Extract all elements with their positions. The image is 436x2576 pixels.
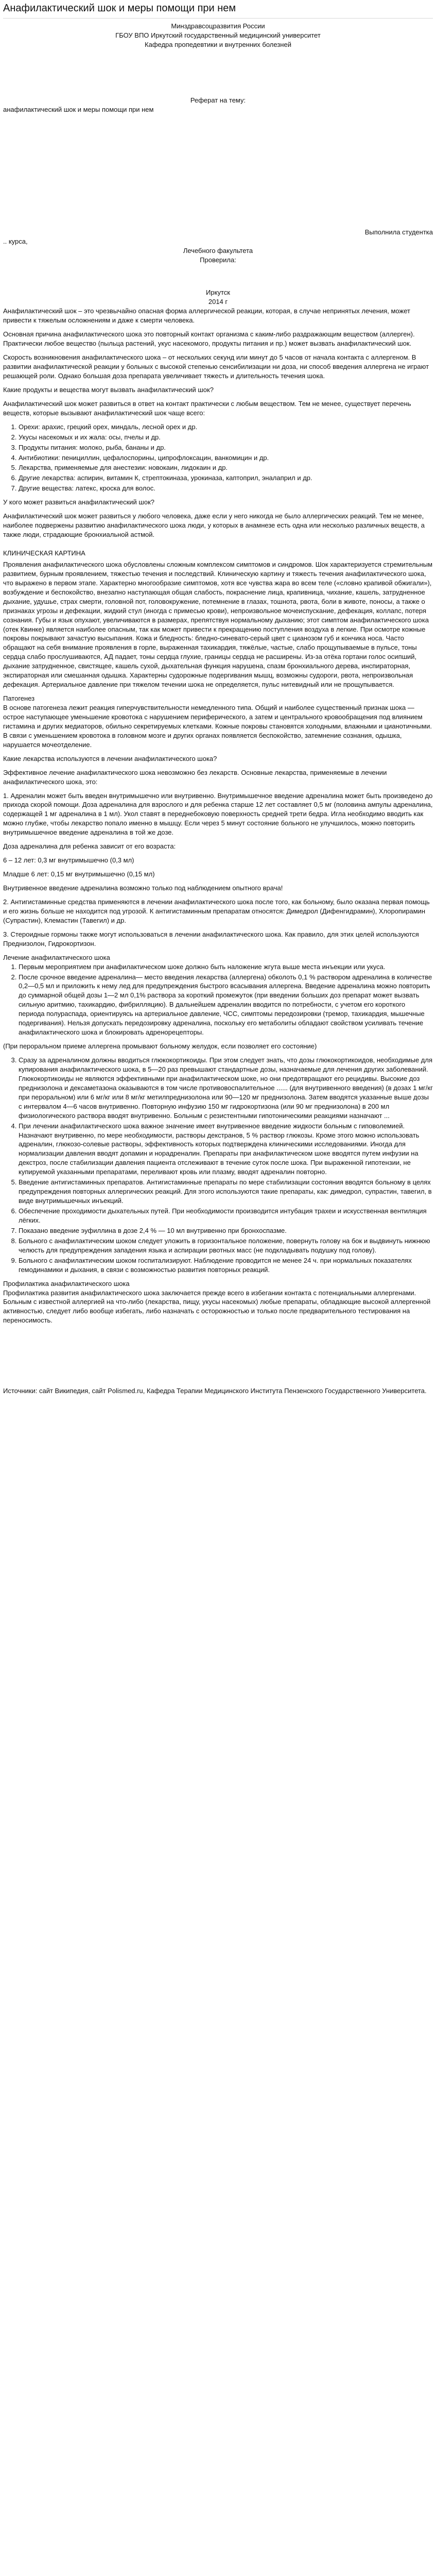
body-paragraph: 2. Антигистаминные средства применяются в лечении анафилактического шока после того, как больному, было оказана первая помощь и его жизнь больше не находится под угрозой. К антигистаминным препаратам относятся: Димедрол (Дифенгидрамин), Хлоропирамин (Супрастин), Клемастин (Тавегил) и др. bbox=[3, 897, 430, 924]
list-item: 7. Показано введение эуфиллина в дозе 2,4 % — 10 мл внутривенно при бронхоспазме. bbox=[19, 1226, 433, 1235]
body-paragraph: Эффективное лечение анафилактического шока невозможно без лекарств. Основные лекарства, применяемые в лечении анафилактического шока, это: bbox=[3, 768, 387, 786]
performer-line: Выполнила студентка bbox=[364, 228, 433, 236]
body-paragraph: В основе патогенеза лежит реакция гиперчувствительности немедленного типа. Общий и наиболее существенный признак шока — острое наступающее уменьшение кровотока с нарушением периферического, а затем и центрального кровообращения под влиянием гистамина и других медиаторов, обильно секретируемых клетками. Кожные покровы становятся холодными, влажными и цианотичными. В связи с уменьшением кровотока в головном мозге и других органах появляется беспокойство, затемнение сознания, одышка, нарушается мочеотделение. bbox=[3, 704, 432, 749]
ministry-line: Минздравсоцразвития России bbox=[171, 22, 265, 30]
list-item: 2. После срочное введение адреналина— место введения лекарства (аллергена) обколоть 0,1 % раствором адреналина в количестве 0,2—0,5 мл и приложить к нему лед для предупреждения быстрого всасывания аллергена. Введение адреналина можно повторить до суммарной общей дозы 1—2 мл 0,1% раствора за короткий промежуток (при введении больших доз препарат может вызвать сильную аритмию, тахикардию, фибрилляцию). В дальнейшем адреналин вводится по потребности, с учетом его короткого периода полураспада, ориентируясь на артериальное давление, ЧСС, симптомы передозировки (тремор, тахикардия, мышечные подергивания). Нельзя допускать передозировку адреналина, поскольку его метаболиты обладают свойством усиливать течение анафилактического шока и блокировать адренорецепторы. bbox=[19, 973, 433, 1038]
performer-course: .. курса, bbox=[3, 237, 28, 245]
list-item: 3. Продукты питания: молоко, рыба, бананы и др. bbox=[19, 443, 433, 452]
list-item: 1. Орехи: арахис, грецкий орех, миндаль, лесной орех и др. bbox=[19, 422, 433, 432]
dose-line: Младше 6 лет: 0,15 мг внутримышечно (0,15 мл) bbox=[3, 870, 155, 878]
university-line: ГБОУ ВПО Иркутский государственный медицинский университет bbox=[115, 31, 321, 39]
allergen-list bbox=[3, 422, 433, 494]
list-item: 4. Антибиотики: пенициллин, цефалоспорины, ципрофлоксацин, ванкомицин и др. bbox=[19, 453, 433, 463]
intro-paragraph: Анафилактический шок – это чрезвычайно опасная форма аллергической реакции, которая, в случае непринятых лечения, может привести к тяжелым осложнениям и даже к смерти человека. bbox=[3, 307, 410, 325]
body-paragraph: (При пероральном приеме аллергена промывают больному желудок, если позволяет его состояние) bbox=[3, 1042, 317, 1050]
city: Иркутск bbox=[206, 289, 230, 297]
list-item: 9. Больного с анафилактическим шоком госпитализируют. Наблюдение проводится не менее 24 ч. при нормальных показателях гемодинамики и дыхания, в связи с возможностью развития повторных реакций. bbox=[19, 1256, 433, 1275]
section-heading: Какие лекарства используются в лечении анафилактического шока? bbox=[3, 754, 217, 762]
list-item: 6. Обеспечение проходимости дыхательных путей. При необходимости производится интубация трахеи и искусственная вентиляция лёгких. bbox=[19, 1207, 433, 1225]
list-item: 5. Лекарства, применяемые для анестезии: новокаин, лидокаин и др. bbox=[19, 463, 433, 472]
section-heading: Лечение анафилактического шока bbox=[3, 953, 110, 961]
list-item: 7. Другие вещества: латекс, кроска для волос. bbox=[19, 484, 433, 493]
checked-by: Проверила: bbox=[200, 256, 236, 264]
report-label: Реферат на тему: bbox=[190, 96, 246, 104]
list-item: 4. При лечении анафилактического шока важное значение имеет внутривенное введение жидкости больным с гиповолемией. Назначают внутривенно, по мере необходимости, растворы декстранов, 5 % раствор глюкозы. Кроме этого можно использовать адреналин, глюкозо-солевые растворы, эффективность которых подтверждена клиническими исследованиями. Иногда для нормализации давления вводят допамин и норадреналин. Препараты при анафилактическом шоке вводятся путем инфузии на декстроз, после стабилизации давления пациента отслеживают в течение суток после шока. При выраженной гипотензии, не купируемой указанными препаратами, переливают кровь или плазму, вводят адреналин повторно. bbox=[19, 1122, 433, 1177]
intro-paragraph: Скорость возникновения анафилактического шока – от нескольких секунд или минут до 5 часов от начала контакта с аллергеном. В развитии анафилактической реакции у больных с высокой степенью сенсибилизации ни доза, ни способ введения аллергена не играют решающей роли. Однако большая доза препарата увеличивает тяжесть и длительность течения шока. bbox=[3, 353, 429, 380]
body-paragraph: 1. Адреналин может быть введен внутримышечно или внутривенно. Внутримышечное введение адреналина может быть произведено до прихода скорой помощи. Доза адреналина для взрослого и для ребенка старше 12 лет составляет 0,5 мг (половина ампулы адреналина, содержащей 1 мг адреналина в 1 мл). Укол ставят в переднебоковую поверхность средней трети бедра. Игла необходимо вводить как можно глубже, чтобы лекарство попало именно в мышцу. Если через 5 минут состояние больного не улучшилось, можно повторить внутримышечное введение адреналина в той же дозе. bbox=[3, 791, 433, 837]
page-title: Анафилактический шок и меры помощи при нем bbox=[3, 2, 433, 19]
treatment-list bbox=[3, 1056, 433, 1275]
body-paragraph: Анафилактический шок может развиться в ответ на контакт практически с любым веществом. Тем не менее, существует перечень веществ, которые вызывают анафилактический шок чаще всего: bbox=[3, 399, 411, 417]
body-paragraph: Проявления анафилактического шока обусловлены сложным комплексом симптомов и синдромов. Шок характеризуется стремительным развитием, бурным проявлением, тяжестью течения и последствий. Клиническую картину и тяжесть течения анафилактического шока, что выражено в первом этапе. Характерно многообразие симптомов, хотя все чувства жара во всем теле («словно крапивой обжигали»), возбуждение и беспокойство, внезапно наступающая общая слабость, покраснение лица, крапивница, чихание, кашель, затрудненное дыхание, удушье, страх смерти, головной пот, головокружение, потемнение в глазах, тошнота, рвота, боли в животе, поносы, а также о признаках угрозы и дефекации, жидкий стул (иногда с примесью крови), непроизвольное мочеиспускание, дефекация, коллапс, потеря сознания. Губы и язык опухают, увеличиваются в размерах, препятствуя нормальному дыханию; этот симптом анафилактического шока (отек Квинке) является наиболее опасным, так как может привести к прекращению поступления воздуха в легкие. При осмотре кожные покровы покрывают зачастую высыпания. Кожа и бледность: бледно-синевато-серый цвет с цианозом губ и кончика носа. Часто обращают на себя внимание проявления в горле, выраженная тахикардия, тяжёлые, частые, слабо прощупываемые в пульсе, тоны сердца слабо прослушиваются, АД падает, тоны сердца глухие, границы сердца не расширены. Из-за отёка гортани голос осипший, дыхание затрудненное, свистящее, кашель сухой, дыхательная функция нарушена, спазм бронхиального дерева, инспираторная, экспираторная или смешанная одышка. Характерны судорожные подергивания мышц, возможны судороги, рвота, непроизвольная дефекация. Артериальное давление при тяжелом течении шока не определяется, пульс нитевидный или не прощупывается. bbox=[3, 560, 433, 689]
report-topic: анафилактический шок и меры помощи при нем bbox=[3, 105, 154, 113]
list-item: 6. Другие лекарства: аспирин, витамин К, стрептокиназа, урокиназа, каптоприл, эналаприл и др. bbox=[19, 473, 433, 483]
list-item: 3. Сразу за адреналином должны вводиться глюкокортикоиды. При этом следует знать, что дозы глюкокортикоидов, необходимые для купирования анафилактического шока, в 5—20 раз превышают стандартные дозы, назначаемые для лечения других заболеваний. Глюкокортикоиды не являются эффективными при анафилактическом шоке, но они предотвращают его рецидивы. Высокие доз преднизолона и дексаметазона оказываются в том числе противовоспалительное ...... (для внутривенного введения) (в дозах 1 мг/кг при пероральном) или 6 мг/кг или 8 мг/кг метилпреднизолона или 90—120 мг преднизолона. Затем вводятся указанные выше дозы с интервалом 4—6 часов внутривенно. Повторную инфузию 150 мг гидрокортизона (или 90 мг преднизолона) в 200 мл физиологического раствора вводят внутривенно. Больным с резистентными гипотоническими реакциями назначают ... bbox=[19, 1056, 433, 1121]
section-heading: У кого может развиться анафилактический шок? bbox=[3, 498, 154, 506]
body-paragraph: 3. Стероидные гормоны также могут использоваться в лечении анафилактического шока. Как правило, для этих целей используются Преднизолон, Гидрокортизон. bbox=[3, 930, 419, 947]
document-page bbox=[0, 2, 436, 1421]
list-item: 5. Введение антигистаминных препаратов. Антигистаминные препараты по мере стабилизации состояния вводятся больному в целях предупреждения повторных аллергических реакций. Для этого используются такие препараты, как: димедрол, супрастин, тавегил, в виде внутримышечных инъекций. bbox=[19, 1178, 433, 1206]
list-item: 2. Укусы насекомых и их жала: осы, пчелы и др. bbox=[19, 433, 433, 442]
intro-paragraph: Основная причина анафилактического шока это повторный контакт организма с каким-либо раздражающим веществом (аллерген). Практически любое вещество (пыльца растений, укус насекомого, продукты питания и пр.) может вызвать анафилактический шок. bbox=[3, 330, 415, 348]
body-paragraph: Внутривенное введение адреналина возможно только под наблюдением опытного врача! bbox=[3, 884, 283, 892]
list-item: 1. Первым мероприятием при анафилактическом шоке должно быть наложение жгута выше места инъекции или укуса. bbox=[19, 962, 433, 972]
section-heading: Патогенез bbox=[3, 694, 35, 703]
performer-faculty: Лечебного факультета bbox=[183, 246, 253, 255]
section-heading: Профилактика анафилактического шока bbox=[3, 1279, 130, 1287]
year: 2014 г bbox=[208, 298, 228, 306]
section-heading: КЛИНИЧЕСКАЯ КАРТИНА bbox=[3, 549, 85, 557]
body-paragraph: Профилактика развития анафилактического шока заключается прежде всего в избегании контакта с потенциальными аллергенами. Больным с известной аллергией на что-либо (лекарства, пищу, укусы насекомых) любые препараты, обладающие высокой аллергенной активностью, следует либо вообще избегать, либо назначать с осторожностью и только после предварительного тестирования на переносимость. bbox=[3, 1289, 431, 1325]
emergency-list bbox=[3, 962, 433, 1038]
body-paragraph: Доза адреналина для ребенка зависит от его возраста: bbox=[3, 842, 176, 851]
sources: Источники: сайт Википедия, сайт Polismed.ru, Кафедра Терапии Медицинского Института Пензенского Государственного Университета. bbox=[3, 1387, 427, 1395]
section-heading: Какие продукты и вещества могут вызвать анафилактический шок? bbox=[3, 385, 214, 394]
department-line: Кафедра пропедевтики и внутренних болезней bbox=[145, 40, 291, 48]
list-item: 8. Больного с анафилактическим шоком следует уложить в горизонтальное положение, повернуть голову на бок и выдвинуть нижнюю челюсть для предупреждения западения языка и аспирации рвотных масс (не подкладывать подушку под голову). bbox=[19, 1236, 433, 1255]
body-paragraph: Анафилактический шок может развиться у любого человека, даже если у него никогда не было аллергических реакций. Тем не менее, наиболее подвержены развитию анафилактического шока люди, у которых в анамнезе есть одна или несколько различных веществ, а также люди, страдающие бронхиальной астмой. bbox=[3, 512, 425, 539]
dose-line: 6 – 12 лет: 0,3 мг внутримышечно (0,3 мл) bbox=[3, 856, 134, 865]
